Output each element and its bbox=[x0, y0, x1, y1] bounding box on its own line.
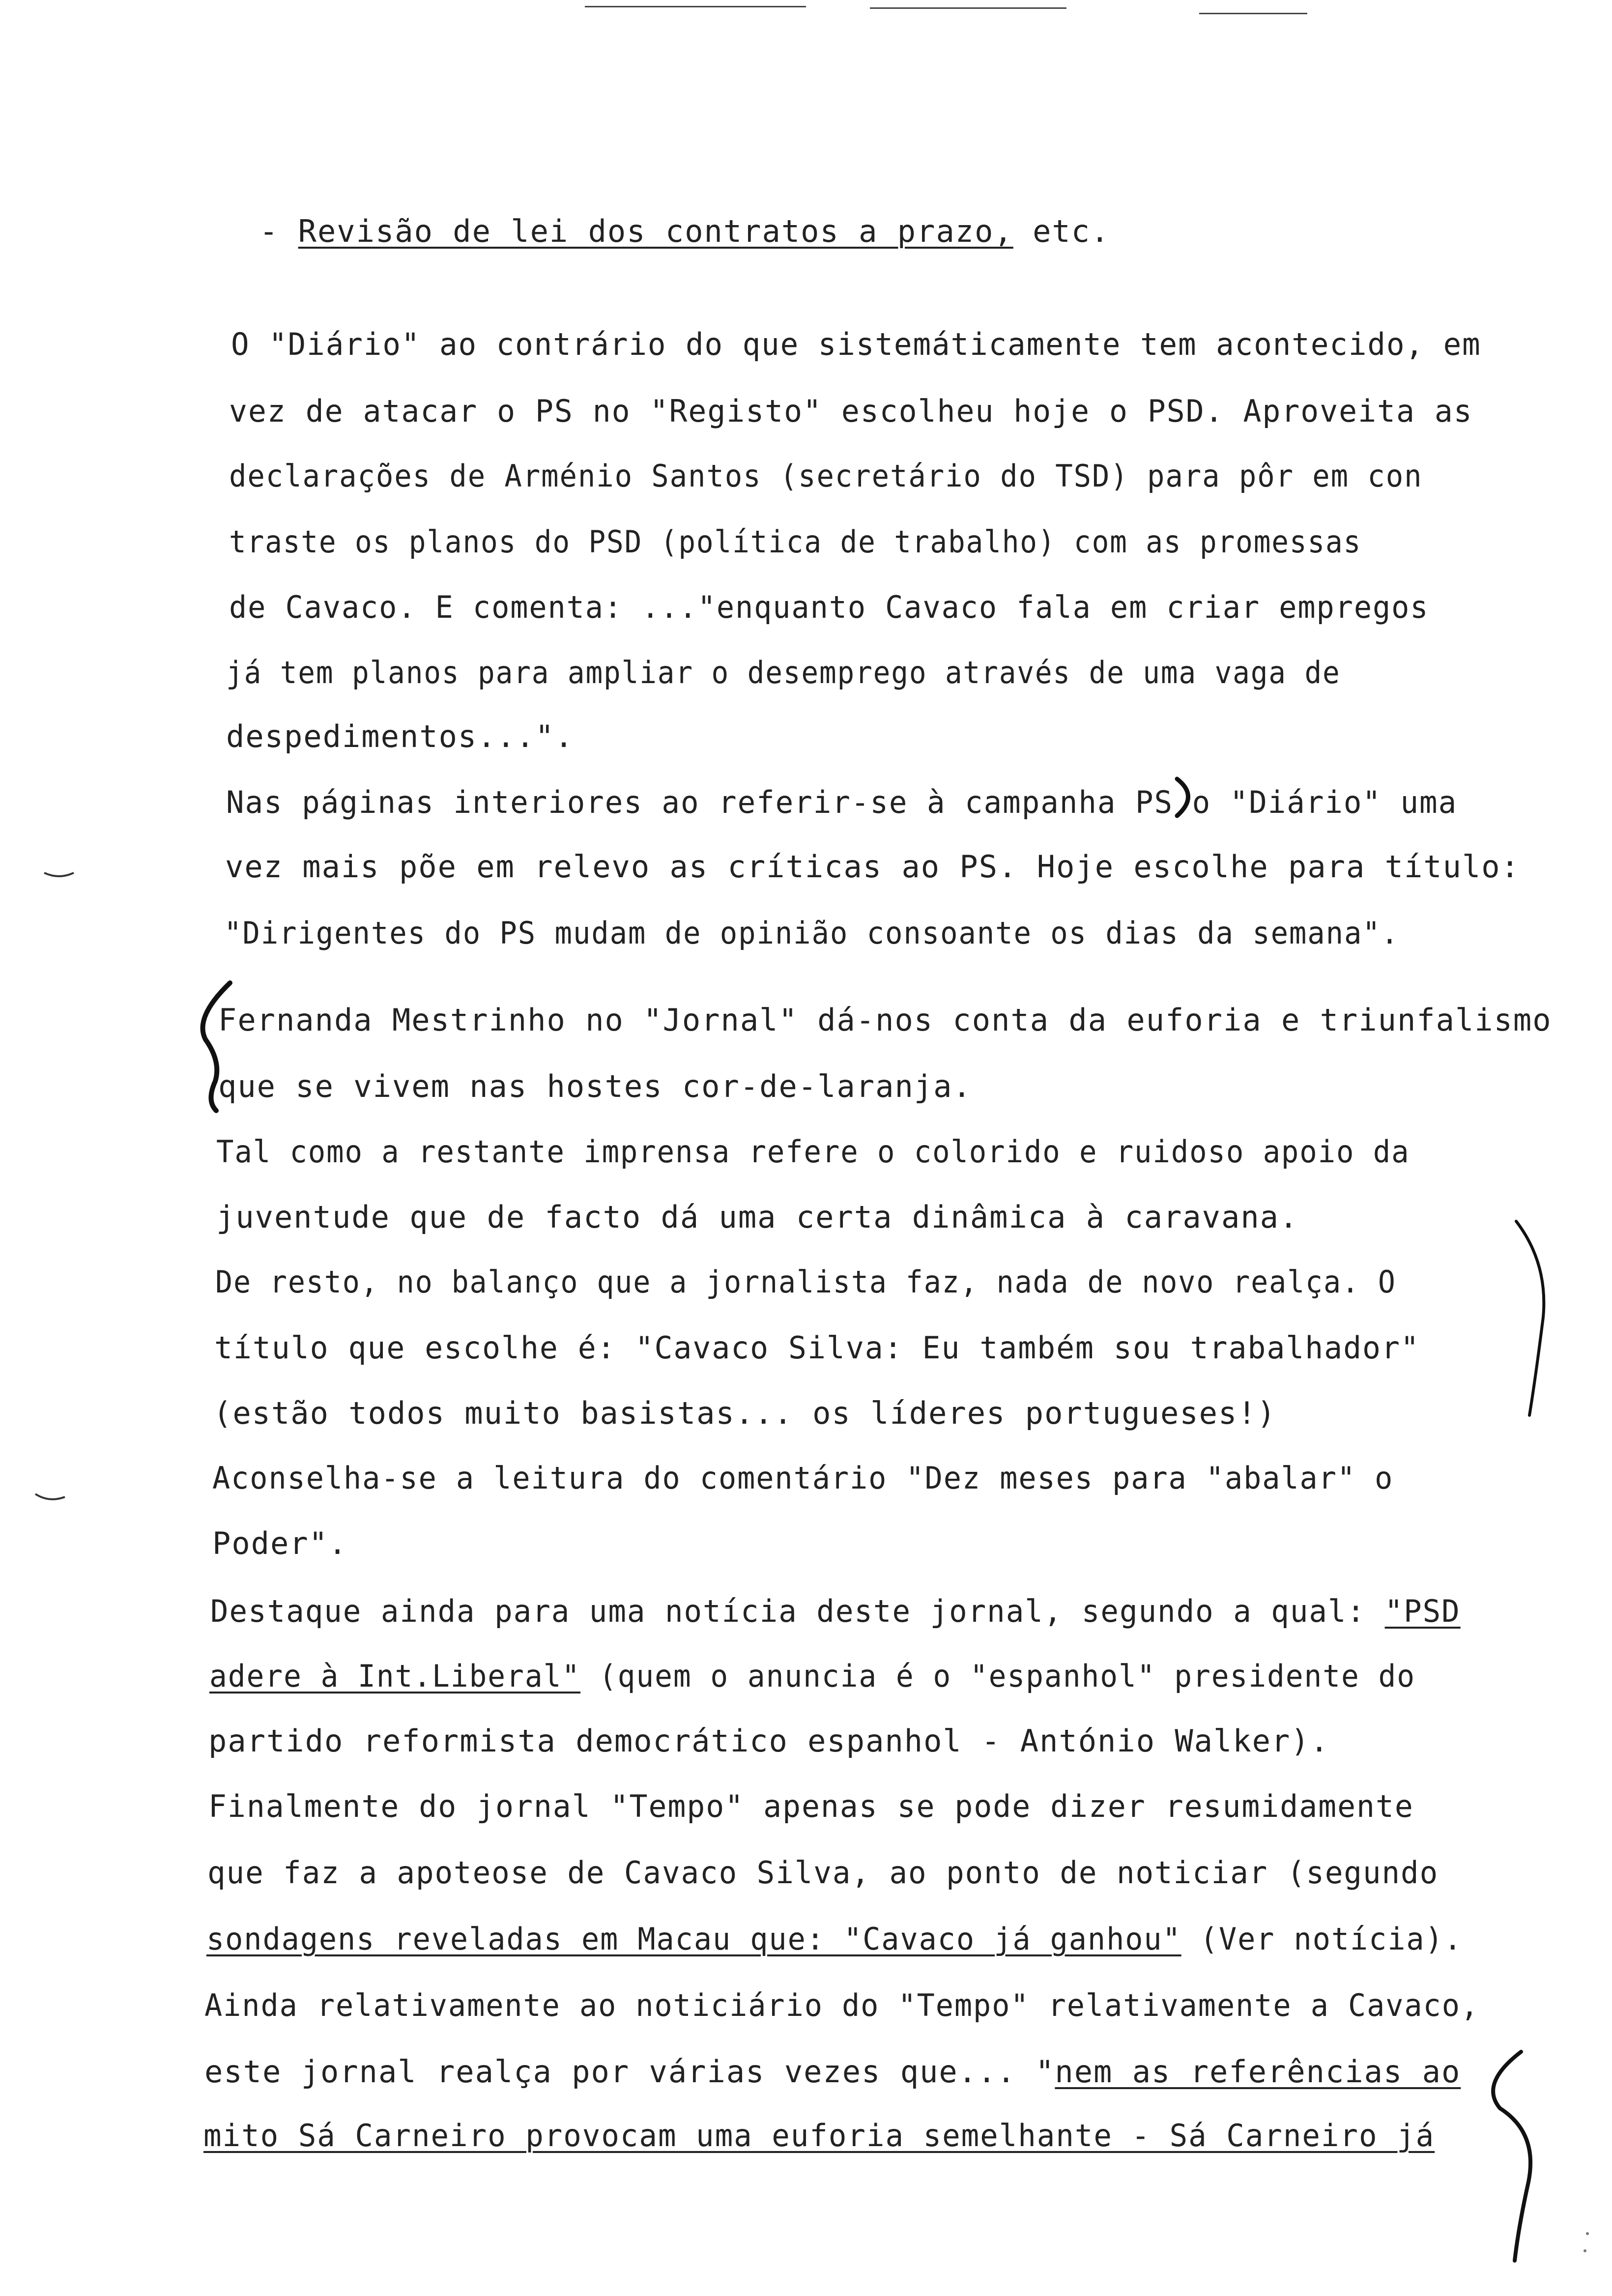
line-text: que faz a apoteose de Cavaco Silva, ao ponto de noticiar (segundo bbox=[207, 1855, 1439, 1891]
underlined-text: Revisão de lei dos contratos a prazo, bbox=[298, 213, 1013, 249]
margin-tick-mark bbox=[35, 1494, 65, 1499]
insertion-mark bbox=[1177, 779, 1188, 816]
line-text: traste os planos do PSD (política de trabalho) com as promessas bbox=[229, 524, 1362, 560]
underlined-text: adere à Int.Liberal" bbox=[209, 1658, 581, 1694]
line-text: (Ver notícia). bbox=[1181, 1921, 1463, 1957]
line-text: De resto, no balanço que a jornalista faz, nada de novo realça. O bbox=[215, 1264, 1396, 1300]
line-text: juventude que de facto dá uma certa dinâmica à caravana. bbox=[216, 1199, 1299, 1235]
line-text: este jornal realça por várias vezes que... " bbox=[204, 2054, 1055, 2090]
line-text: vez mais põe em relevo as críticas ao PS. Hoje escolhe para título: bbox=[225, 849, 1520, 885]
right-bracket-mark bbox=[1516, 1221, 1544, 1415]
line-text: já tem planos para ampliar o desemprego através de uma vaga de bbox=[226, 655, 1341, 690]
line-text: etc. bbox=[1013, 213, 1110, 249]
line-text: Destaque ainda para uma notícia deste jornal, segundo a qual: bbox=[210, 1593, 1385, 1629]
line-text: que se vivem nas hostes cor-de-laranja. bbox=[218, 1068, 972, 1104]
speck-mark bbox=[1586, 2232, 1589, 2235]
underlined-text: nem as referências ao bbox=[1055, 2054, 1461, 2090]
line-text: de Cavaco. E comenta: ..."enquanto Cavaco fala em criar empregos bbox=[229, 589, 1429, 625]
line-text: declarações de Arménio Santos (secretário do TSD) para pôr em con bbox=[229, 458, 1423, 494]
margin-tick-mark bbox=[44, 873, 74, 876]
line-text: partido reformista democrático espanhol - António Walker). bbox=[208, 1723, 1329, 1759]
line-text: despedimentos...". bbox=[226, 718, 574, 754]
left-bracket-mark bbox=[202, 983, 230, 1111]
line-text: Tal como a restante imprensa refere o colorido e ruidoso apoio da bbox=[216, 1134, 1410, 1170]
line-text: Aconselha-se a leitura do comentário "Dez meses para "abalar" o bbox=[212, 1460, 1394, 1496]
underlined-text: "PSD bbox=[1384, 1593, 1461, 1629]
line-text: Fernanda Mestrinho no "Jornal" dá-nos conta da euforia e triunfalismo bbox=[218, 1002, 1552, 1038]
line-text: Finalmente do jornal "Tempo" apenas se pode dizer resumidamente bbox=[208, 1788, 1414, 1824]
underlined-text: sondagens reveladas em Macau que: "Cavaco já ganhou" bbox=[206, 1921, 1181, 1957]
line-text: vez de atacar o PS no "Registo" escolheu hoje o PSD. Aproveita as bbox=[229, 393, 1473, 429]
line-text: Nas páginas interiores ao referir-se à campanha PS o "Diário" uma bbox=[226, 784, 1458, 820]
line-text: (estão todos muito basistas... os líderes portugueses!) bbox=[213, 1395, 1276, 1431]
line-text: (quem o anuncia é o "espanhol" presidente do bbox=[580, 1658, 1416, 1694]
speck-mark bbox=[1583, 2249, 1586, 2252]
line-text: Ainda relativamente ao noticiário do "Tempo" relativamente a Cavaco, bbox=[204, 1987, 1480, 2023]
underlined-text: mito Sá Carneiro provocam uma euforia semelhante - Sá Carneiro já bbox=[203, 2118, 1435, 2153]
line-text: O "Diário" ao contrário do que sistemáticamente tem acontecido, em bbox=[231, 326, 1481, 362]
right-bracket-mark bbox=[1493, 2052, 1530, 2261]
line-text: título que escolhe é: "Cavaco Silva: Eu também sou trabalhador" bbox=[214, 1330, 1420, 1366]
line-text: "Dirigentes do PS mudam de opinião consoante os dias da semana". bbox=[224, 915, 1400, 951]
line-text: Poder". bbox=[212, 1525, 348, 1561]
line-text: - bbox=[259, 213, 298, 249]
